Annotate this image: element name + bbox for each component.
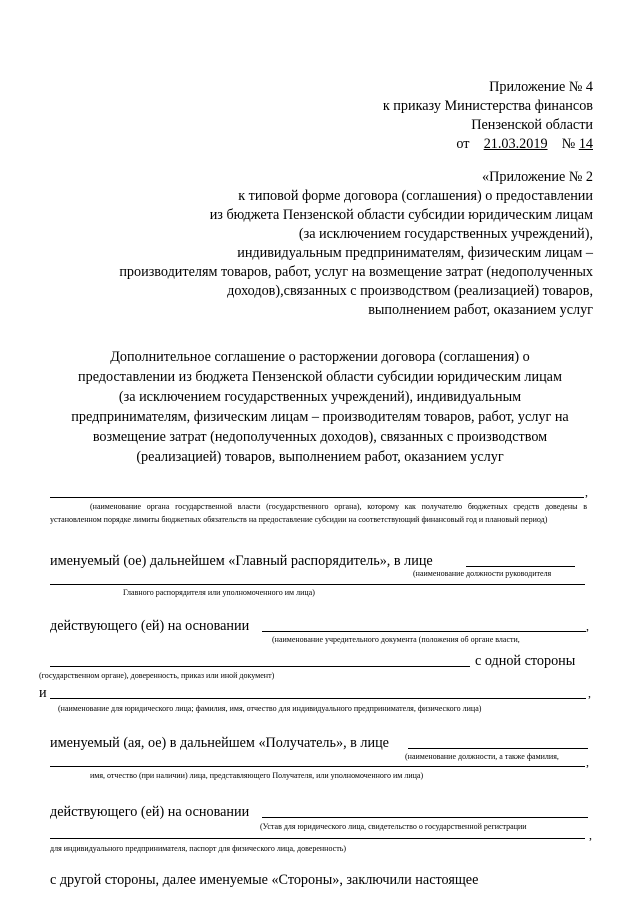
founding-doc-field[interactable] xyxy=(262,631,586,632)
annex-to-order: к приказу Министерства финансов xyxy=(382,98,593,114)
order-date: 21.03.2019 xyxy=(483,136,548,152)
annex2-line: из бюджета Пензенской области субсидии юридическим лицам xyxy=(209,207,593,223)
position-name-hint: (наименование должности, а также фамилия, xyxy=(405,752,559,761)
comma: , xyxy=(589,828,592,842)
charter-field-cont[interactable] xyxy=(50,838,585,839)
document-title-line: (за исключением государственных учреждений), индивидуальным xyxy=(118,389,522,405)
comma: , xyxy=(586,619,589,633)
head-name-field[interactable] xyxy=(50,584,585,585)
founding-doc-hint: (наименование учредительного документа (положения об органе власти, xyxy=(272,635,520,644)
comma: , xyxy=(585,485,588,499)
document-title-line: возмещение затрат (недополученных доходов), связанных с производством xyxy=(92,429,548,445)
annex2-line: к типовой форме договора (соглашения) о предоставлении xyxy=(238,188,593,204)
region-name: Пензенской области xyxy=(471,117,593,133)
annex2-line: производителям товаров, работ, услуг на возмещение затрат (недополученных xyxy=(119,264,593,280)
document-title-line: Дополнительное соглашение о расторжении договора (соглашения) о xyxy=(110,349,530,365)
passport-hint: для индивидуального предпринимателя, паспорт для физического лица, доверенность) xyxy=(50,844,347,853)
charter-field[interactable] xyxy=(262,817,588,818)
comma: , xyxy=(586,755,589,769)
annex2-line: индивидуальным предпринимателям, физическим лицам – xyxy=(237,245,593,261)
annex2-line: выполнением работ, оказанием услуг xyxy=(368,302,593,318)
org-name-hint: (наименование органа государственной власти (государственного органа), которому как получателю бюджетных средств доведены в установленном порядке лимиты бюджетных обязательств на предоставление субсидии на соответствующий финансовый год и плановый период) xyxy=(50,502,587,524)
annex2-line: (за исключением государственных учреждений), xyxy=(298,226,593,242)
head-position-field[interactable] xyxy=(466,566,575,567)
charter-hint: (Устав для юридического лица, свидетельство о государственной регистрации xyxy=(260,822,527,831)
named-recipient: именуемый (ая, ое) в дальнейшем «Получатель», в лице xyxy=(50,735,389,751)
document-title-line: (реализацией) товаров, выполнением работ, оказанием услуг xyxy=(136,449,504,465)
other-side-text: с другой стороны, далее именуемые «Стороны», заключили настоящее xyxy=(50,872,479,888)
recipient-position-field[interactable] xyxy=(408,748,588,749)
position-hint: (наименование должности руководителя xyxy=(413,569,552,578)
and-label: и xyxy=(39,685,47,701)
annex2-line: доходов),связанных с производством (реализацией) товаров, xyxy=(227,283,593,299)
org-name-field[interactable] xyxy=(50,497,584,498)
comma: , xyxy=(588,686,591,700)
founding-doc-field-cont[interactable] xyxy=(50,666,470,667)
one-side: с одной стороны xyxy=(475,653,576,669)
named-main-distributor: именуемый (ое) дальнейшем «Главный распорядитель», в лице xyxy=(50,553,433,569)
date-prefix: от xyxy=(456,136,470,152)
representative-field[interactable] xyxy=(50,766,585,767)
gov-body-hint: (государственном органе), доверенность, приказ или иной документ) xyxy=(39,671,275,680)
acting-on-basis: действующего (ей) на основании xyxy=(50,618,250,634)
annex-title: Приложение № 4 xyxy=(489,79,593,95)
order-number: 14 xyxy=(578,136,593,152)
representative-hint: имя, отчество (при наличии) лица, представляющего Получателя, или уполномоченного им лица) xyxy=(90,771,424,780)
document-title-line: предоставлении из бюджета Пензенской области субсидии юридическим лицам xyxy=(78,369,562,385)
recipient-name-field[interactable] xyxy=(50,698,586,699)
recipient-name-hint: (наименование для юридического лица; фамилия, имя, отчество для индивидуального предпринимателя, физического лица) xyxy=(58,704,482,713)
number-prefix: № xyxy=(561,136,576,152)
acting-on-basis: действующего (ей) на основании xyxy=(50,804,250,820)
order-date-line xyxy=(456,134,593,154)
main-head-hint: Главного распорядителя или уполномоченного им лица) xyxy=(123,588,315,597)
annex2-line: «Приложение № 2 xyxy=(482,169,593,185)
document-title-line: предпринимателям, физическим лицам – производителям товаров, работ, услуг на xyxy=(71,409,569,425)
